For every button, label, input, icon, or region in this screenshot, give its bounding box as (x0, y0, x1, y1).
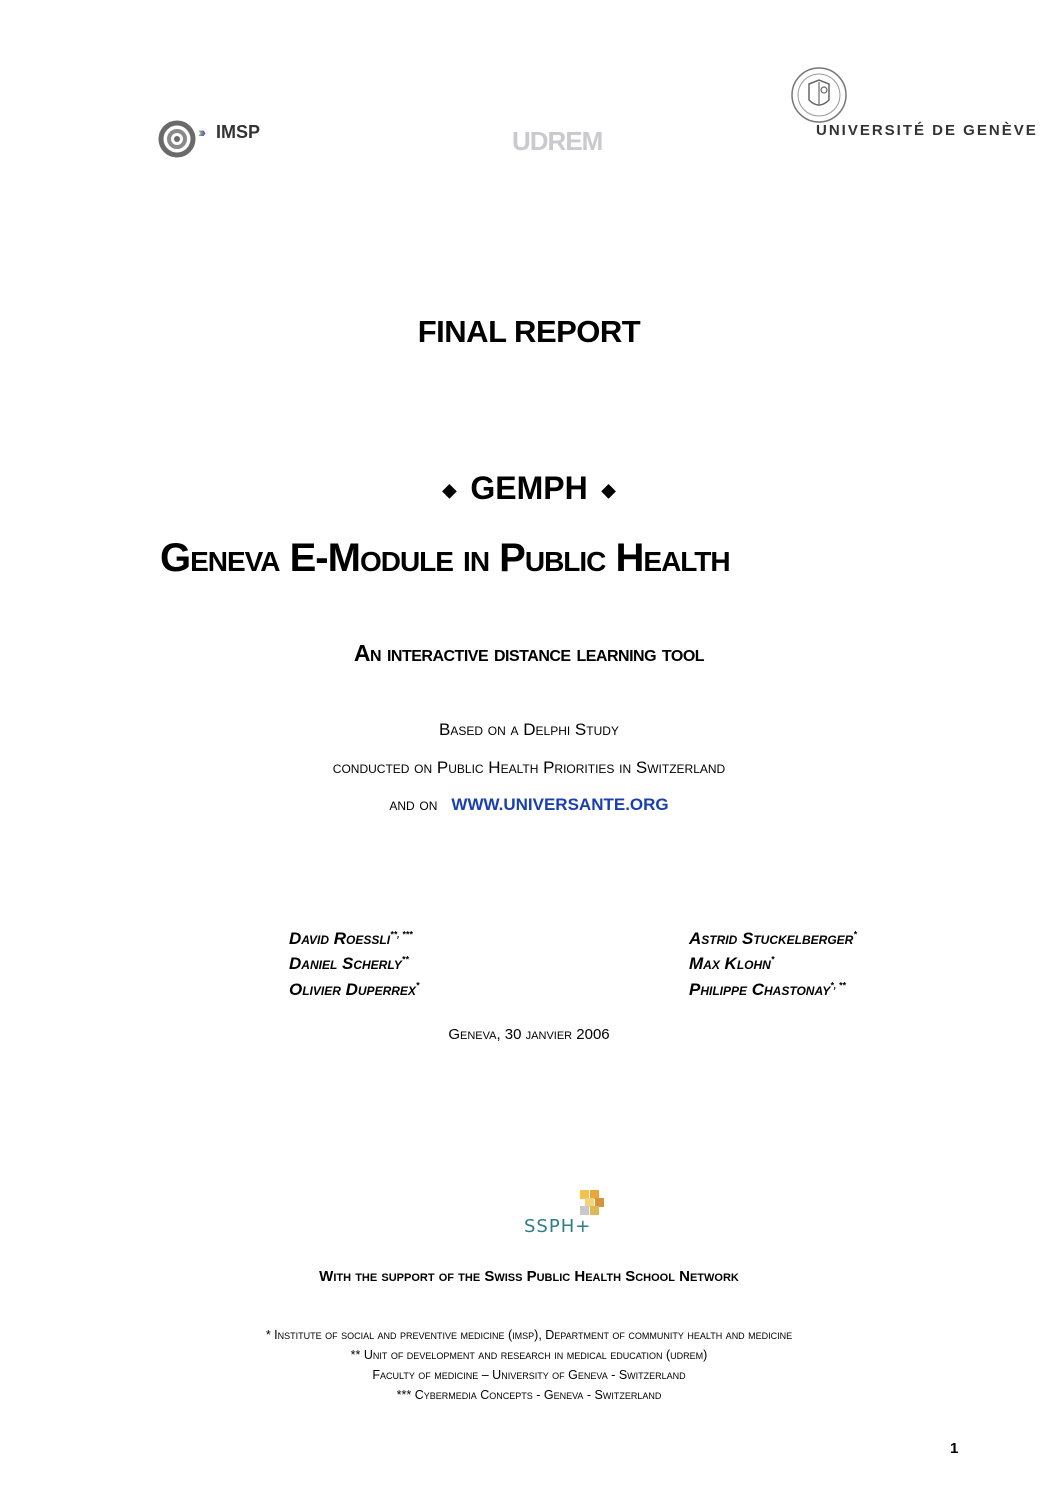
author: Astrid Stuckelberger* (689, 929, 857, 948)
basis-line-2: conducted on Public Health Priorities in Switzerland (332, 758, 726, 777)
author: David Roessli**, *** (289, 929, 413, 948)
basis-line-3 (0, 795, 1058, 815)
imsp-logo-text: IMSP (216, 122, 261, 142)
footnote: Faculty of medicine – University of Geneva - Switzerland (372, 1368, 686, 1382)
author: Olivier Duperrex* (289, 980, 420, 999)
author: Daniel Scherly** (289, 954, 409, 973)
udrem-logo-text: UDREM (512, 126, 603, 156)
imsp-arrows-icon: ››› (198, 124, 204, 140)
ssph-logo-text: SSPH+ (524, 1216, 592, 1237)
basis-line-1: Based on a Delphi Study (439, 720, 619, 739)
footnote: *** Cybermedia Concepts - Geneva - Switzerland (396, 1388, 662, 1402)
unige-logo (778, 66, 1038, 146)
full-title: Geneva E-Module in Public Health (160, 536, 730, 580)
website-link[interactable]: WWW.UNIVERSANTE.ORG (451, 795, 669, 814)
ssph-cubes-icon (522, 1188, 618, 1218)
ssph-logo (522, 1188, 618, 1246)
unige-logo-text: UNIVERSITÉ DE GENÈVE (816, 122, 1038, 139)
report-title: FINAL REPORT (417, 314, 641, 349)
diamond-icon: ◆ (442, 480, 457, 501)
report-date: Geneva, 30 janvier 2006 (448, 1026, 610, 1043)
footnote: * Institute of social and preventive medicine (imsp), Department of community health and medicine (265, 1328, 793, 1342)
imsp-swirl-icon (158, 120, 196, 158)
footnote: ** Unit of development and research in medical education (udrem) (350, 1348, 708, 1362)
author: Max Klohn* (689, 954, 775, 973)
udrem-logo (508, 118, 608, 162)
diamond-icon: ◆ (601, 480, 616, 501)
subtitle: An interactive distance learning tool (353, 640, 705, 666)
acronym: GEMPH (470, 470, 588, 506)
support-statement: With the support of the Swiss Public Health School Network (319, 1268, 739, 1285)
page-number: 1 (950, 1440, 959, 1457)
basis-prefix: and on (389, 795, 438, 814)
author: Philippe Chastonay*, ** (689, 980, 846, 999)
imsp-logo (158, 118, 288, 160)
acronym-line (0, 470, 1058, 507)
university-seal-icon (782, 66, 856, 124)
